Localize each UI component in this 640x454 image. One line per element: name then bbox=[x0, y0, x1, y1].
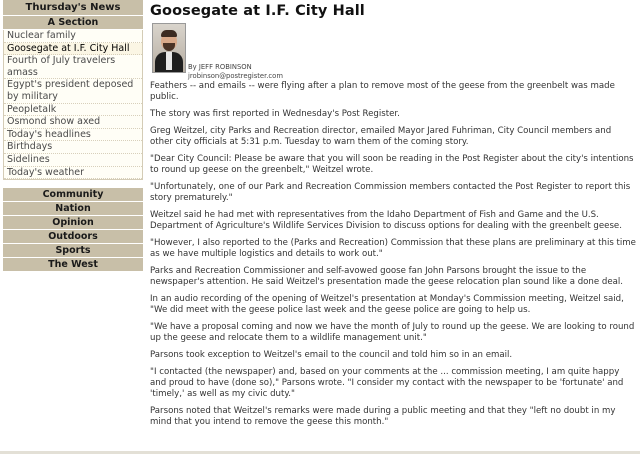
paragraph: Greg Weitzel, city Parks and Recreation director, emailed Mayor Jared Fuhriman, City Council members and other city officials at 5:31 p.m. Tuesday to warn them of the coming story. bbox=[150, 125, 612, 147]
section-header-a[interactable]: A Section bbox=[3, 16, 143, 30]
paragraph: "Unfortunately, one of our Park and Recreation Commission members contacted the Post Register to report this story prematurely." bbox=[150, 181, 631, 203]
paragraph: In an audio recording of the opening of Weitzel's presentation at Monday's Commission meeting, Weitzel said, "We did meet with the geese police last week and the geese police are going to help us. bbox=[150, 293, 624, 315]
sidebar-spacer bbox=[3, 180, 143, 188]
sidebar-item-peopletalk[interactable]: Peopletalk bbox=[4, 104, 142, 117]
sidebar-item-headlines[interactable]: Today's headlines bbox=[4, 129, 142, 142]
section-community[interactable]: Community bbox=[3, 188, 143, 202]
byline-prefix: By bbox=[188, 63, 197, 71]
paragraph: Parsons noted that Weitzel's remarks were made during a public meeting and that they "left no doubt in my mind that you intend to remove the geese this month." bbox=[150, 405, 616, 427]
sidebar-nav bbox=[3, 0, 143, 272]
byline bbox=[150, 23, 636, 81]
paragraph: "However, I also reported to the (Parks and Recreation) Commission that these plans are preliminary at this time as we have multiple logistics and details to work out." bbox=[150, 237, 636, 259]
section-a-list bbox=[3, 30, 143, 180]
sidebar-item-weather[interactable]: Today's weather bbox=[4, 167, 142, 180]
author-name: JEFF ROBINSON bbox=[198, 63, 252, 71]
section-outdoors[interactable]: Outdoors bbox=[3, 230, 143, 244]
paragraph: Parsons took exception to Weitzel's email to the council and told him so in an email. bbox=[150, 349, 513, 360]
sidebar-item-goosegate[interactable]: Goosegate at I.F. City Hall bbox=[4, 43, 142, 56]
paragraph: Weitzel said he had met with representatives from the Idaho Department of Fish and Game and the U.S. Department of Agriculture's Wildlife Services Division to discuss options for dealing with the greenbelt geese. bbox=[150, 209, 622, 231]
paragraph: "Dear City Council: Please be aware that you will soon be reading in the Post Register about the city's intentions to round up geese on the greenbelt," Weitzel wrote. bbox=[150, 153, 634, 175]
paragraph: Parks and Recreation Commissioner and self-avowed goose fan John Parsons brought the issue to the newspaper's attention. He said Weitzel's presentation made the geese relocation plan sound like a done deal. bbox=[150, 265, 623, 287]
sidebar-item-egypt[interactable]: Egypt's president deposed by military bbox=[4, 79, 142, 103]
author-email[interactable]: jrobinson@postregister.com bbox=[188, 72, 283, 80]
article-title: Goosegate at I.F. City Hall bbox=[150, 3, 365, 19]
paragraph: "We have a proposal coming and now we have the month of July to round up the geese. We are looking to round up the geese and relocate them to a wildlife management unit." bbox=[150, 321, 635, 343]
section-sports[interactable]: Sports bbox=[3, 244, 143, 258]
paragraph: The story was first reported in Wednesday's Post Register. bbox=[150, 109, 400, 119]
sidebar-item-nuclear-family[interactable]: Nuclear family bbox=[4, 30, 142, 43]
section-opinion[interactable]: Opinion bbox=[3, 216, 143, 230]
author-photo-icon bbox=[152, 23, 186, 73]
paragraph: "I contacted (the newspaper) and, based on your comments at the ... commission meeting, I am quite happy and proud to have (done so)," Parsons wrote. "I consider my contact with the newspaper to be 'fortunate' and 'timely,' as well as my civic duty." bbox=[150, 366, 624, 399]
sidebar-item-birthdays[interactable]: Birthdays bbox=[4, 141, 142, 154]
byline-text bbox=[188, 63, 283, 81]
sidebar-item-fourth-of-july[interactable]: Fourth of July travelers amass bbox=[4, 55, 142, 79]
article-body bbox=[150, 81, 636, 428]
sidebar-item-osmond[interactable]: Osmond show axed bbox=[4, 116, 142, 129]
sidebar-item-sidelines[interactable]: Sidelines bbox=[4, 154, 142, 167]
paragraph: Feathers -- and emails -- were flying after a plan to remove most of the geese from the greenbelt was made public. bbox=[150, 81, 615, 103]
section-nation[interactable]: Nation bbox=[3, 202, 143, 216]
section-the-west[interactable]: The West bbox=[3, 258, 143, 272]
article bbox=[150, 0, 636, 434]
sidebar-header: Thursday's News bbox=[3, 0, 143, 16]
